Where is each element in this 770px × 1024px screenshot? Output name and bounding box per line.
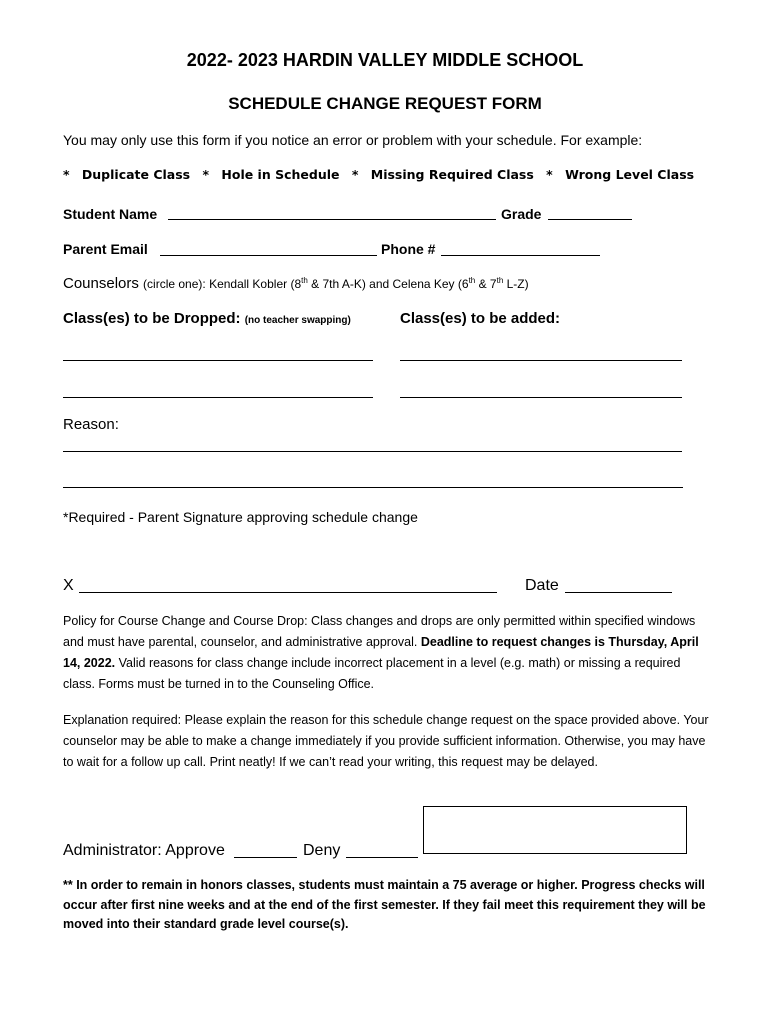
admin-deny-label: Deny [303, 842, 341, 859]
example-item: Wrong Level Class [565, 167, 695, 182]
reason-line-2[interactable] [63, 487, 683, 488]
admin-approve-label: Administrator: Approve [63, 842, 225, 859]
grade-label: Grade [501, 206, 542, 222]
dropped-class-line-1[interactable] [63, 360, 373, 361]
bullet: * [546, 167, 553, 182]
counselors-row [63, 275, 529, 292]
example-list [63, 167, 702, 182]
classes-dropped-label: Class(es) to be Dropped: [63, 310, 241, 327]
parent-email-field[interactable] [160, 255, 377, 256]
approve-field[interactable] [234, 857, 297, 858]
classes-added-label: Class(es) to be added: [400, 310, 561, 327]
classes-dropped-note: (no teacher swapping) [244, 315, 351, 326]
phone-label: Phone # [381, 241, 436, 257]
date-field[interactable] [565, 592, 672, 593]
student-name-field[interactable] [168, 219, 496, 220]
reason-label: Reason: [63, 416, 119, 433]
honors-note: ** In order to remain in honors classes, students must maintain a 75 average or higher. Progress checks will occur after first nine weeks and at the end of the first semester. If they fail meet this requirement they will be moved into their standard grade level course(s). [63, 878, 706, 931]
added-class-line-1[interactable] [400, 360, 682, 361]
example-item: Missing Required Class [370, 167, 534, 182]
deny-field[interactable] [346, 857, 418, 858]
counselors-detail: (circle one): Kendall Kobler (8th & 7th A-K) and Celena Key (6th & 7th L-Z) [143, 276, 529, 291]
signature-x-label: X [63, 577, 74, 594]
form-title: SCHEDULE CHANGE REQUEST FORM [228, 94, 542, 113]
signature-field[interactable] [79, 592, 497, 593]
bullet: * [202, 167, 210, 182]
classes-dropped-row [63, 310, 351, 327]
example-item: Duplicate Class [81, 167, 191, 182]
phone-field[interactable] [441, 255, 600, 256]
dropped-class-line-2[interactable] [63, 397, 373, 398]
required-note: *Required - Parent Signature approving schedule change [63, 509, 418, 525]
explanation-paragraph: Explanation required: Please explain the reason for this schedule change request on the space provided above. Your counselor may be able to make a change immediately if you provide sufficient information. Otherwise, you may have to wait for a follow up call. Print neatly! If we can’t read your writing, this request may be delayed. [63, 713, 709, 769]
school-title: 2022- 2023 HARDIN VALLEY MIDDLE SCHOOL [186, 50, 584, 70]
student-name-label: Student Name [63, 206, 158, 222]
added-class-line-2[interactable] [400, 397, 682, 398]
reason-line-1[interactable] [63, 451, 682, 452]
counselors-label: Counselors [63, 275, 139, 292]
bullet: * [351, 167, 359, 182]
admin-signature-box[interactable] [423, 806, 687, 854]
bullet: * [63, 167, 70, 182]
deadline-text: Deadline to request changes is Thursday, April 14, 2022. [63, 635, 699, 670]
parent-email-label: Parent Email [63, 241, 148, 257]
example-item: Hole in Schedule [221, 167, 340, 182]
policy-paragraph: Policy for Course Change and Course Drop: Class changes and drops are only permitted within specified windows and must have parental, counselor, and administrative approval. Deadline to request changes is Thursday, April 14, 2022. Valid reasons for class change include incorrect placement in a level (e.g. math) or missing a required class. Forms must be turned in to the Counseling Office. [63, 614, 699, 691]
grade-field[interactable] [548, 219, 632, 220]
intro-text: You may only use this form if you notice an error or problem with your schedule. For example: [63, 132, 643, 148]
date-label: Date [525, 577, 559, 594]
